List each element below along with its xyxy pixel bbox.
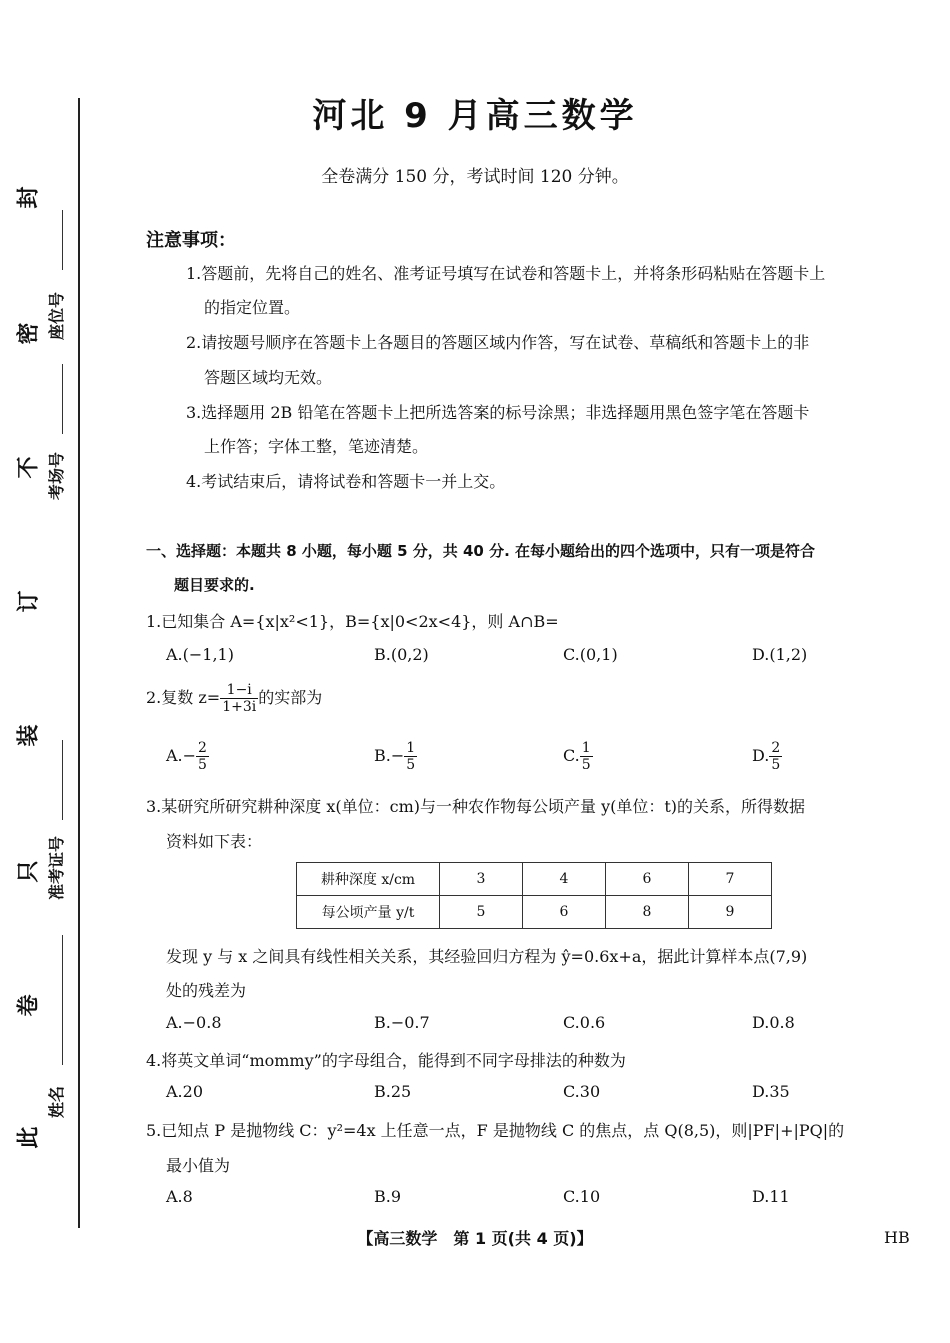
question-4-stem: 4.将英文单词“mommy”的字母组合，能得到不同字母排法的种数为 — [146, 1051, 626, 1070]
seal-char-3: 不 — [16, 456, 42, 479]
name-blank[interactable] — [62, 935, 63, 1065]
q3-option-d[interactable]: D.0.8 — [752, 1013, 795, 1032]
table-row — [297, 896, 772, 929]
question-3-stem: 3.某研究所研究耕种深度 x(单位：cm)与一种农作物每公顷产量 y(单位：t)的关系，所得数据 — [146, 797, 806, 816]
admission-number-blank[interactable] — [62, 740, 63, 820]
q2-option-b[interactable] — [374, 740, 417, 773]
binding-line — [78, 98, 80, 1228]
name-label: 姓名 — [47, 1085, 66, 1118]
option-numerator: 1 — [581, 740, 591, 756]
exam-room-label: 考场号 — [47, 451, 66, 500]
notice-item: 答题区域均无效。 — [204, 368, 333, 387]
q4-option-d[interactable]: D.35 — [752, 1082, 790, 1101]
exam-room-blank[interactable] — [62, 364, 63, 434]
seal-char-6: 只 — [16, 860, 42, 883]
q2-fraction — [220, 682, 258, 715]
seal-char-4: 订 — [16, 590, 42, 613]
notice-item: 4.考试结束后，请将试卷和答题卡一并上交。 — [186, 472, 506, 491]
option-label: C. — [563, 746, 580, 765]
seal-char-2: 密 — [16, 322, 42, 345]
q3-option-a[interactable]: A.−0.8 — [166, 1013, 222, 1032]
seal-char-8: 此 — [16, 1126, 42, 1149]
data-table — [296, 862, 772, 929]
option-fraction — [404, 740, 417, 773]
option-sign: − — [182, 746, 197, 765]
admission-number-label: 准考证号 — [47, 835, 66, 900]
option-label: B. — [374, 746, 391, 765]
q4-option-b[interactable]: B.25 — [374, 1082, 412, 1101]
notice-item: 2.请按题号顺序在答题卡上各题目的答题区域内作答，写在试卷、草稿纸和答题卡上的非 — [186, 333, 810, 352]
question-5-stem: 5.已知点 P 是抛物线 C：y²=4x 上任意一点，F 是抛物线 C 的焦点，点 Q(8,5)，则|PF|+|PQ|的 — [146, 1121, 845, 1140]
seat-number-blank[interactable] — [62, 210, 63, 270]
option-sign: − — [390, 746, 405, 765]
section-heading: 一、选择题：本题共 8 小题，每小题 5 分，共 40 分. 在每小题给出的四个选项中，只有一项是符合 — [146, 542, 816, 560]
q2-option-d[interactable] — [752, 740, 782, 773]
option-numerator: 2 — [771, 740, 781, 756]
q2-suffix: 的实部为 — [258, 688, 323, 707]
region-code: HB — [884, 1228, 910, 1247]
seal-char-5: 装 — [16, 724, 42, 747]
q5-option-d[interactable]: D.11 — [752, 1187, 790, 1206]
option-denominator: 5 — [581, 757, 591, 773]
seal-char-1: 封 — [16, 186, 42, 209]
question-3-body: 发现 y 与 x 之间具有线性相关关系，其经验回归方程为 ŷ=0.6x+a，据此计算样本点(7,9) — [166, 947, 808, 966]
notice-item: 的指定位置。 — [204, 298, 301, 317]
q4-option-c[interactable]: C.30 — [563, 1082, 601, 1101]
q5-option-b[interactable]: B.9 — [374, 1187, 402, 1206]
option-label: A. — [166, 746, 183, 765]
question-5-stem-cont: 最小值为 — [166, 1156, 231, 1175]
option-fraction — [769, 740, 782, 773]
table-cell: 每公顷产量 y/t — [297, 896, 440, 929]
table-cell: 4 — [523, 863, 606, 896]
table-cell: 3 — [440, 863, 523, 896]
option-numerator: 1 — [406, 740, 416, 756]
page-footer: 【高三数学 第 1 页(共 4 页)】 — [357, 1229, 593, 1248]
seal-char-7: 卷 — [16, 994, 42, 1017]
exam-info: 全卷满分 150 分，考试时间 120 分钟。 — [321, 167, 629, 187]
notice-item: 3.选择题用 2B 铅笔在答题卡上把所选答案的标号涂黑；非选择题用黑色签字笔在答题卡 — [186, 403, 810, 422]
option-denominator: 5 — [198, 757, 207, 773]
table-row — [297, 863, 772, 896]
table-cell: 8 — [606, 896, 689, 929]
option-denominator: 5 — [406, 757, 416, 773]
question-3-body-cont: 处的残差为 — [166, 981, 247, 1000]
table-cell: 6 — [606, 863, 689, 896]
q4-option-a[interactable]: A.20 — [166, 1082, 203, 1101]
option-label: D. — [752, 746, 770, 765]
table-cell: 7 — [689, 863, 772, 896]
notice-item: 上作答；字体工整，笔迹清楚。 — [204, 437, 429, 456]
notice-heading: 注意事项： — [146, 230, 236, 251]
q1-option-c[interactable]: C.(0,1) — [563, 645, 618, 664]
q1-option-b[interactable]: B.(0,2) — [374, 645, 429, 664]
notice-item: 1.答题前，先将自己的姓名、准考证号填写在试卷和答题卡上，并将条形码粘贴在答题卡上 — [186, 264, 826, 283]
q5-option-a[interactable]: A.8 — [166, 1187, 193, 1206]
option-numerator: 2 — [198, 740, 207, 756]
option-fraction — [196, 740, 209, 773]
option-denominator: 5 — [771, 757, 781, 773]
question-2-stem — [146, 682, 322, 715]
question-1-stem: 1.已知集合 A={x|x²<1}，B={x|0<2x<4}，则 A∩B= — [146, 612, 559, 631]
table-cell: 6 — [523, 896, 606, 929]
q5-option-c[interactable]: C.10 — [563, 1187, 601, 1206]
table-cell: 9 — [689, 896, 772, 929]
q2-option-c[interactable] — [563, 740, 593, 773]
section-heading-cont: 题目要求的. — [174, 576, 255, 594]
seat-number-label: 座位号 — [47, 291, 66, 340]
q1-option-a[interactable]: A.(−1,1) — [166, 645, 234, 664]
page-title: 河北 9 月高三数学 — [312, 96, 638, 136]
table-cell: 耕种深度 x/cm — [297, 863, 440, 896]
option-fraction — [580, 740, 593, 773]
q2-option-a[interactable] — [166, 740, 209, 773]
q2-denominator: 1+3i — [222, 699, 257, 715]
q2-prefix: 2.复数 z= — [146, 688, 221, 707]
q2-numerator: 1−i — [220, 682, 258, 699]
q3-option-c[interactable]: C.0.6 — [563, 1013, 606, 1032]
q1-option-d[interactable]: D.(1,2) — [752, 645, 808, 664]
q3-option-b[interactable]: B.−0.7 — [374, 1013, 430, 1032]
question-3-stem-cont: 资料如下表： — [166, 832, 263, 851]
table-cell: 5 — [440, 896, 523, 929]
